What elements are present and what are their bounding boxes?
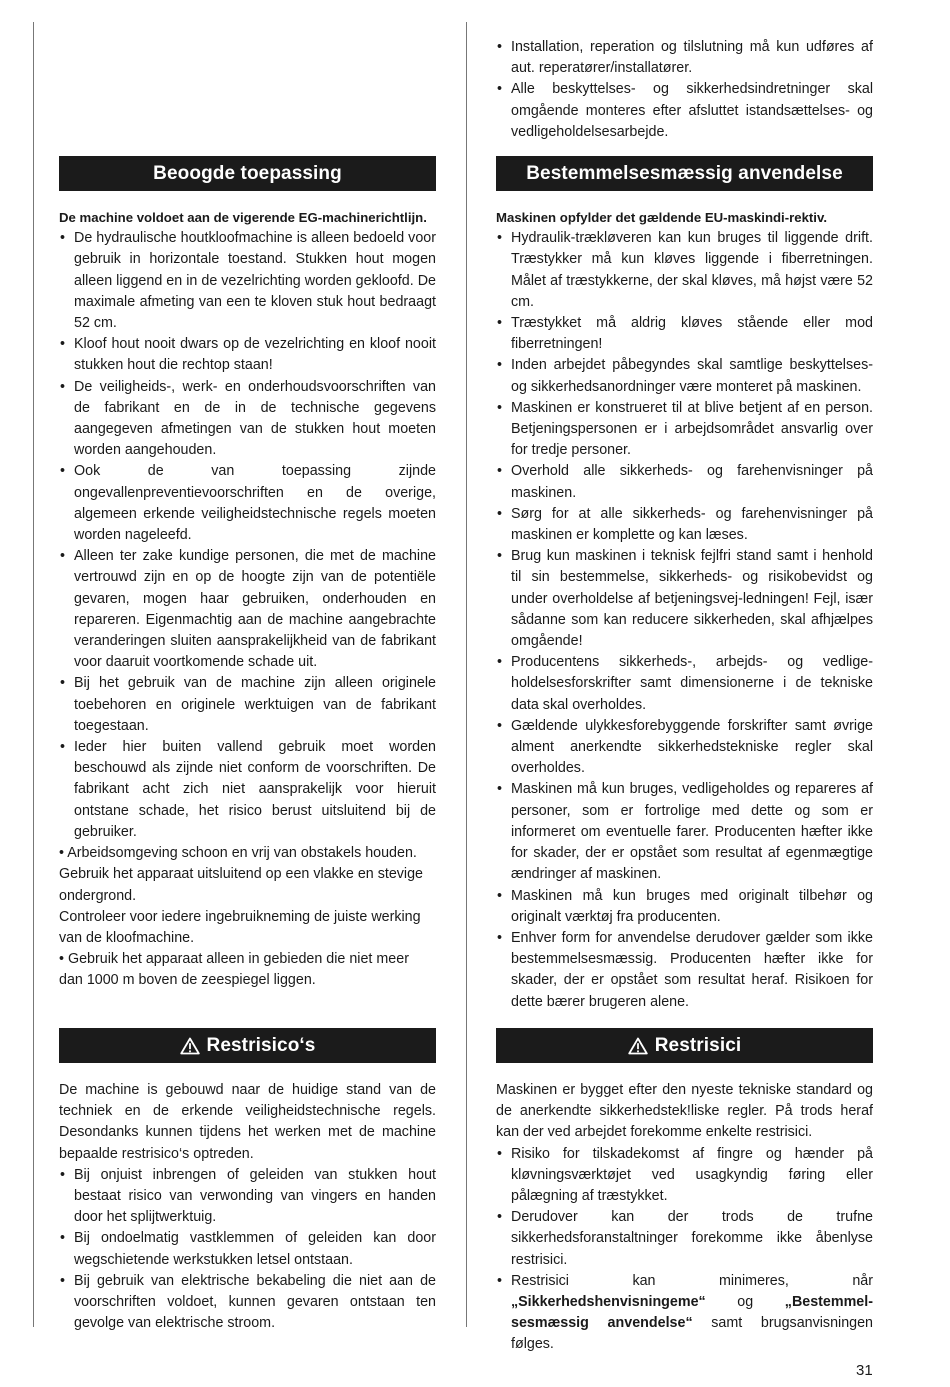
left-section1-body [59, 207, 436, 992]
section-heading-restrisici: Restrisici [496, 1028, 873, 1063]
list-item: • Risiko for tilskadekomst af fingre og hænder på kløvningsværktøjet ved usagkyndig føring eller pålægning af træstykket. [496, 1144, 873, 1208]
list-item: • De hydraulische houtkloofmachine is alleen bedoeld voor gebruik in horizontale toestand. Stukken hout mogen alleen liggend en in de vezelrichting worden gekloofd. De maximale afmeting van een te kloven stuk hout bedraagt 52 cm. [59, 228, 436, 334]
list-item: • Bij onjuist inbrengen of geleiden van stukken hout bestaat risico van verwonding van vingers en handen door het splijtwerktuig. [59, 1165, 436, 1229]
section-heading-bestemmelsesmaessig: Bestemmelsesmæssig anvendelse [496, 156, 873, 191]
warning-triangle-icon [628, 1037, 648, 1055]
section-intro: De machine is gebouwd naar de huidige stand van de techniek en de erkende veiligheidstechnische regels. Desondanks kunnen tijdens het werken met de machine bepaalde restrisico‘s optreden. [59, 1082, 436, 1162]
left-section2-body [59, 1080, 436, 1334]
list-item: • Installation, reperation og tilslutning må kun udføres af aut. reperatører/installatører. [496, 37, 873, 79]
column-divider-rule [466, 22, 467, 1327]
list-item: • Alleen ter zake kundige personen, die met de machine vertrouwd zijn en op de hoogte zijn van de potentiële gevaren, mogen haar gebruiken, onderhouden en repareren. Eigenmachtig aan de machine aangebrachte veranderingen sluiten aansprakelijkheid van de fabrikant voor daaruit voortkomende schade uit. [59, 546, 436, 673]
list-item: • Inden arbejdet påbegyndes skal samtlige beskyttelses- og sikkerhedsanordninger være monteret på maskinen. [496, 355, 873, 397]
section-intro: Maskinen er bygget efter den nyeste tekniske standard og de anerkendte sikkerhedstek!liske regler. På trods heraf kan der ved arbejdet forekomme enkelte restrisici. [496, 1082, 873, 1141]
list-item: • Ieder hier buiten vallend gebruik moet worden beschouwd als zijnde niet conform de voorschriften. De fabrikant acht zich niet aansprakelijk voor hieruit ontstane schade, het risico berust uitsluitend bij de gebruiker. [59, 737, 436, 843]
list-item: • Kloof hout nooit dwars op de vezelrichting en kloof nooit stukken hout die rechtop staan! [59, 334, 436, 376]
tail-line: Controleer voor iedere ingebruikneming de juiste werking van de kloofmachine. [59, 908, 421, 946]
list-item: • Bij het gebruik van de machine zijn alleen originele toebehoren en originele werktuigen van de fabrikant toegestaan. [59, 673, 436, 737]
list-item: • Bij ondoelmatig vastklemmen of geleiden kan door wegschietende werkstukken letsel ontstaan. [59, 1228, 436, 1270]
right-section1-body [496, 207, 873, 1013]
list-item: • De veiligheids-, werk- en onderhoudsvoorschriften van de fabrikant en de in de technische gegevens aangegeven afmetingen van de stukken hout moeten worden aangehouden. [59, 377, 436, 462]
list-item: • Derudover kan der trods de trufne sikkerhedsforanstaltninger forekomme ikke åbenlyse restrisici. [496, 1207, 873, 1271]
right-intro-list [496, 37, 873, 143]
section-heading-beoogde-toepassing: Beoogde toepassing [59, 156, 436, 191]
list-item: • Bij gebruik van elektrische bekabeling die niet aan de voorschriften voldoet, kunnen gevaren ontstaan ten gevolge van elektrische stroom. [59, 1271, 436, 1335]
list-item: • Restrisici kan minimeres, når „Sikkerhedshenvisningeme“ og „Bestemmel-sesmæssig anvendelse“ samt brugsanvisningen følges. [496, 1271, 873, 1356]
right-section2-body [496, 1080, 873, 1356]
list-item: • Maskinen er konstrueret til at blive betjent af en person. Betjeningspersonen er i arbejdsområdet ansvarlig over for tredje personer. [496, 398, 873, 462]
section-heading-restrisicos: Restrisico‘s [59, 1028, 436, 1063]
left-margin-rule [33, 22, 34, 1327]
list-item: • Enhver form for anvendelse derudover gælder som ikke bestemmelsesmæssig. Producenten hæfter ikke for skader, der er opstået som resultat heraf. Risikoen for dette bærer brugeren alene. [496, 928, 873, 1013]
list-item: • Brug kun maskinen i teknisk fejlfri stand samt i henhold til sin bestemmelse, sikkerheds- og risikobevidst og under overholdelse af betjeningsvej-ledningen! Fejl, især sådanne som kan reducere sikkerheden, skal afhjælpes omgående! [496, 546, 873, 652]
list-item: • Sørg for at alle sikkerheds- og farehenvisninger på maskinen er komplette og kan læses. [496, 504, 873, 546]
section-lead: De machine voldoet aan de vigerende EG-machinerichtlijn. [59, 210, 427, 225]
tail-line: • Arbeidsomgeving schoon en vrij van obstakels houden. [59, 845, 417, 862]
warning-triangle-icon [180, 1037, 200, 1055]
list-item: • Maskinen må kun bruges, vedligeholdes og repareres af personer, som er fortrolige med dette og som er informeret om eventuelle farer. Producenten hæfter ikke for skader, der er opstået som resultat af egenmægtige ændringer af maskinen. [496, 779, 873, 885]
list-item: • Træstykket må aldrig kløves stående eller mod fiberretningen! [496, 313, 873, 355]
list-item: • Alle beskyttelses- og sikkerhedsindretninger skal omgående monteres efter afsluttet istandsættelses- og vedligeholdelsesarbejde. [496, 79, 873, 143]
tail-line: • Gebruik het apparaat alleen in gebieden die niet meer dan 1000 m boven de zeespiegel liggen. [59, 951, 409, 989]
page-number: 31 [856, 1362, 873, 1379]
list-item: • Hydraulik-trækløveren kan kun bruges til liggende drift. Træstykker må kun kløves liggende i fiberretningen. Målet af træstykkerne, der skal kløves, må højst være 52 cm. [496, 228, 873, 313]
list-item: • Overhold alle sikkerheds- og farehenvisninger på maskinen. [496, 461, 873, 503]
list-item: • Maskinen må kun bruges med originalt tilbehør og originalt værktøj fra producenten. [496, 886, 873, 928]
list-item: • Gældende ulykkesforebyggende forskrifter samt øvrige alment anerkendte sikkerhedstekniske regler skal overholdes. [496, 716, 873, 780]
list-item: • Ook de van toepassing zijnde ongevallenpreventievoorschriften en de overige, algemeen erkende veiligheidstechnische regels moeten worden nageleefd. [59, 461, 436, 546]
section-lead: Maskinen opfylder det gældende EU-maskindi-rektiv. [496, 210, 827, 225]
tail-line: Gebruik het apparaat uitsluitend op een vlakke en stevige ondergrond. [59, 866, 424, 904]
list-item: • Producentens sikkerheds-, arbejds- og vedlige-holdelsesforskrifter samt dimensionerne i de tekniske data skal overholdes. [496, 652, 873, 716]
